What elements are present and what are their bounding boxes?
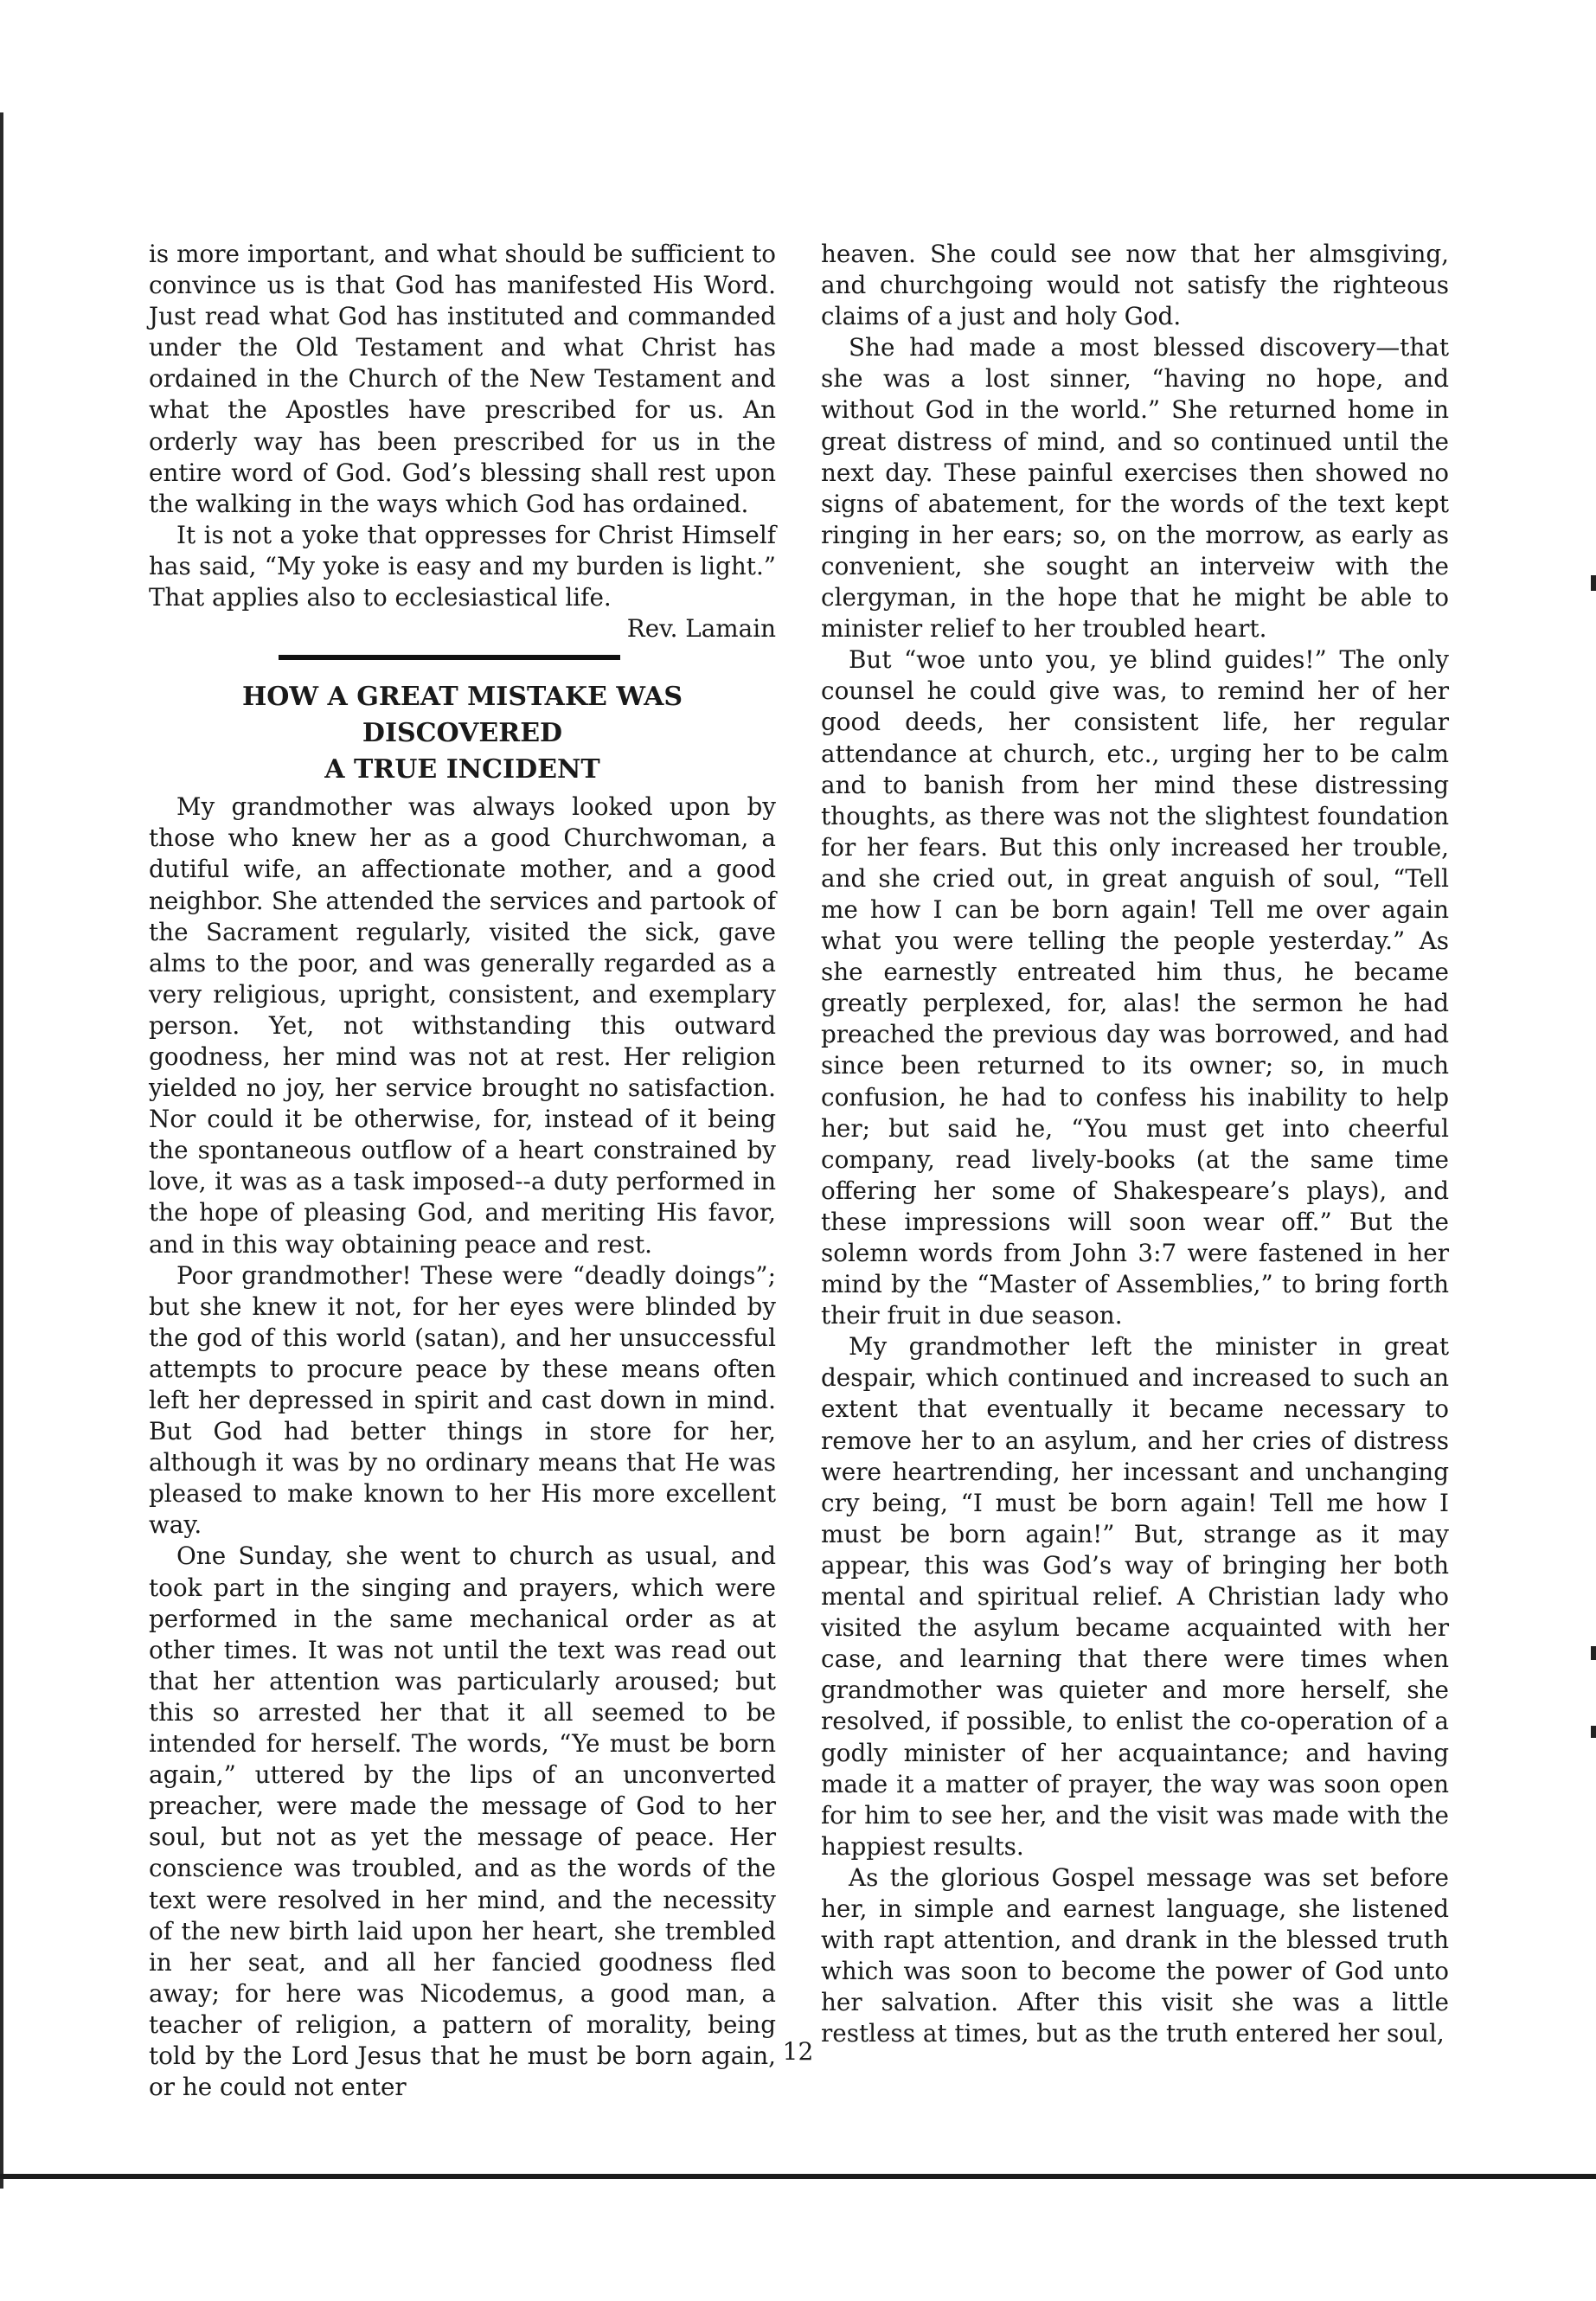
paragraph: She had made a most blessed discovery—that she was a lost sinner, “having no hope, and without God in the world.” She returned home in great distress of mind, and so continued until the next day. These painful exercises then showed no signs of abatement, for the words of the text kept ringing in her ears; so, on the morrow, as early as convenient, she sought an interveiw with the clergyman, in the hope that he might be able to minister relief to her troubled heart. (821, 333, 1449, 644)
scan-bottom-edge (0, 2174, 1596, 2179)
scan-left-edge (0, 112, 3, 2189)
paragraph: One Sunday, she went to church as usual, and took part in the singing and prayers, which were performed in the same mechanical order as at other times. It was not until the text was read out that her attention was particularly aroused; but this so arrested her that it all seemed to be intended for herself. The words, “Ye must be born again,” uttered by the lips of an unconverted preacher, were made the message of God to her soul, but not as yet the message of peace. Her conscience was troubled, and as the words of the text were resolved in her mind, and the necessity of the new birth laid upon her heart, she trembled in her seat, and all her fancied goodness fled away; for here was Nicodemus, a good man, a teacher of religion, a pattern of morality, being told by the Lord Jesus that he must be born again, or he could not enter (149, 1541, 776, 2102)
signature: Rev. Lamain (626, 614, 776, 644)
margin-mark (1591, 575, 1596, 591)
section-divider (279, 655, 620, 660)
article-subtitle: A TRUE INCIDENT (324, 754, 600, 785)
margin-mark (1591, 1646, 1596, 1660)
paragraph: As the glorious Gospel message was set before her, in simple and earnest language, she listened with rapt attention, and drank in the blessed truth which was soon to become the power of God unto her salvation. After this visit she was a little restless at times, but as the truth entered her soul, (821, 1862, 1449, 2048)
paragraph: heaven. She could see now that her almsgiving, and churchgoing would not satisfy the righteous claims of a just and holy God. (821, 240, 1449, 331)
left-column (149, 239, 776, 2103)
paragraph: Poor grandmother! These were “deadly doings”; but she knew it not, for her eyes were blinded by the god of this world (satan), and her unsuccessful attempts to procure peace by these means often left her depressed in spirit and cast down in mind. But God had better things in store for her, although it was by no ordinary means that He was pleased to make known to her His more excellent way. (149, 1260, 776, 1540)
paragraph: My grandmother left the minister in great despair, which continued and increased to such an extent that eventually it became necessary to remove her to an asylum, and her cries of distress were heartrending, her incessant and unchanging cry being, “I must be born again! Tell me how I must be born again!” But, strange as it may appear, this was God’s way of bringing her both mental and spiritual relief. A Christian lady who visited the asylum became acquainted with her case, and learning that there were times when grandmother was quieter and more herself, she resolved, if possible, to enlist the co-operation of a godly minister of her acquaintance; and having made it a matter of prayer, the way was soon open for him to see her, and the visit was made with the happiest results. (821, 1332, 1449, 1861)
page-number: 12 (782, 2037, 814, 2066)
paragraph: It is not a yoke that oppresses for Christ Himself has said, “My yoke is easy and my burden is light.” That applies also to ecclesiastical life. (149, 520, 776, 612)
margin-mark (1591, 1726, 1596, 1738)
paragraph: My grandmother was always looked upon by those who knew her as a good Churchwoman, a dutiful wife, an affectionate mother, and a good neighbor. She attended the services and partook of the Sacrament regularly, visited the sick, gave alms to the poor, and was generally regarded as a very religious, upright, consistent, and exemplary person. Yet, not withstanding this outward goodness, her mind was not at rest. Her religion yielded no joy, her service brought no satisfaction. Nor could it be otherwise, for, instead of it being the spontaneous outflow of a heart constrained by love, it was as a task imposed--a duty performed in the hope of pleasing God, and meriting His favor, and in this way obtaining peace and rest. (149, 792, 776, 1259)
paragraph: is more important, and what should be sufficient to convince us is that God has manifested His Word. Just read what God has instituted and commanded under the Old Testament and what Christ has ordained in the Church of the New Testament and what the Apostles have prescribed for us. An orderly way has been prescribed for us in the entire word of God. God’s blessing shall rest upon the walking in the ways which God has ordained. (149, 240, 776, 518)
article-title: HOW A GREAT MISTAKE WAS DISCOVERED (241, 682, 683, 749)
right-column (821, 239, 1449, 2049)
paragraph: But “woe unto you, ye blind guides!” The only counsel he could give was, to remind her of her good deeds, her consistent life, her regular attendance at church, etc., urging her to be calm and to banish from her mind these distressing thoughts, as there was not the slightest foundation for her fears. But this only increased her trouble, and she cried out, in great anguish of soul, “Tell me how I can be born again! Tell me over again what you were telling the people yesterday.” As she earnestly entreated him thus, he became greatly perplexed, for, alas! the sermon he had preached the previous day was borrowed, and had since been returned to its owner; so, in much confusion, he had to confess his inability to help her; but said he, “You must get into cheerful company, read lively-books (at the same time offering her some of Shakespeare’s plays), and these impressions will soon wear off.” But the solemn words from John 3:7 were fastened in her mind by the “Master of Assemblies,” to bring forth their fruit in due season. (821, 645, 1449, 1330)
